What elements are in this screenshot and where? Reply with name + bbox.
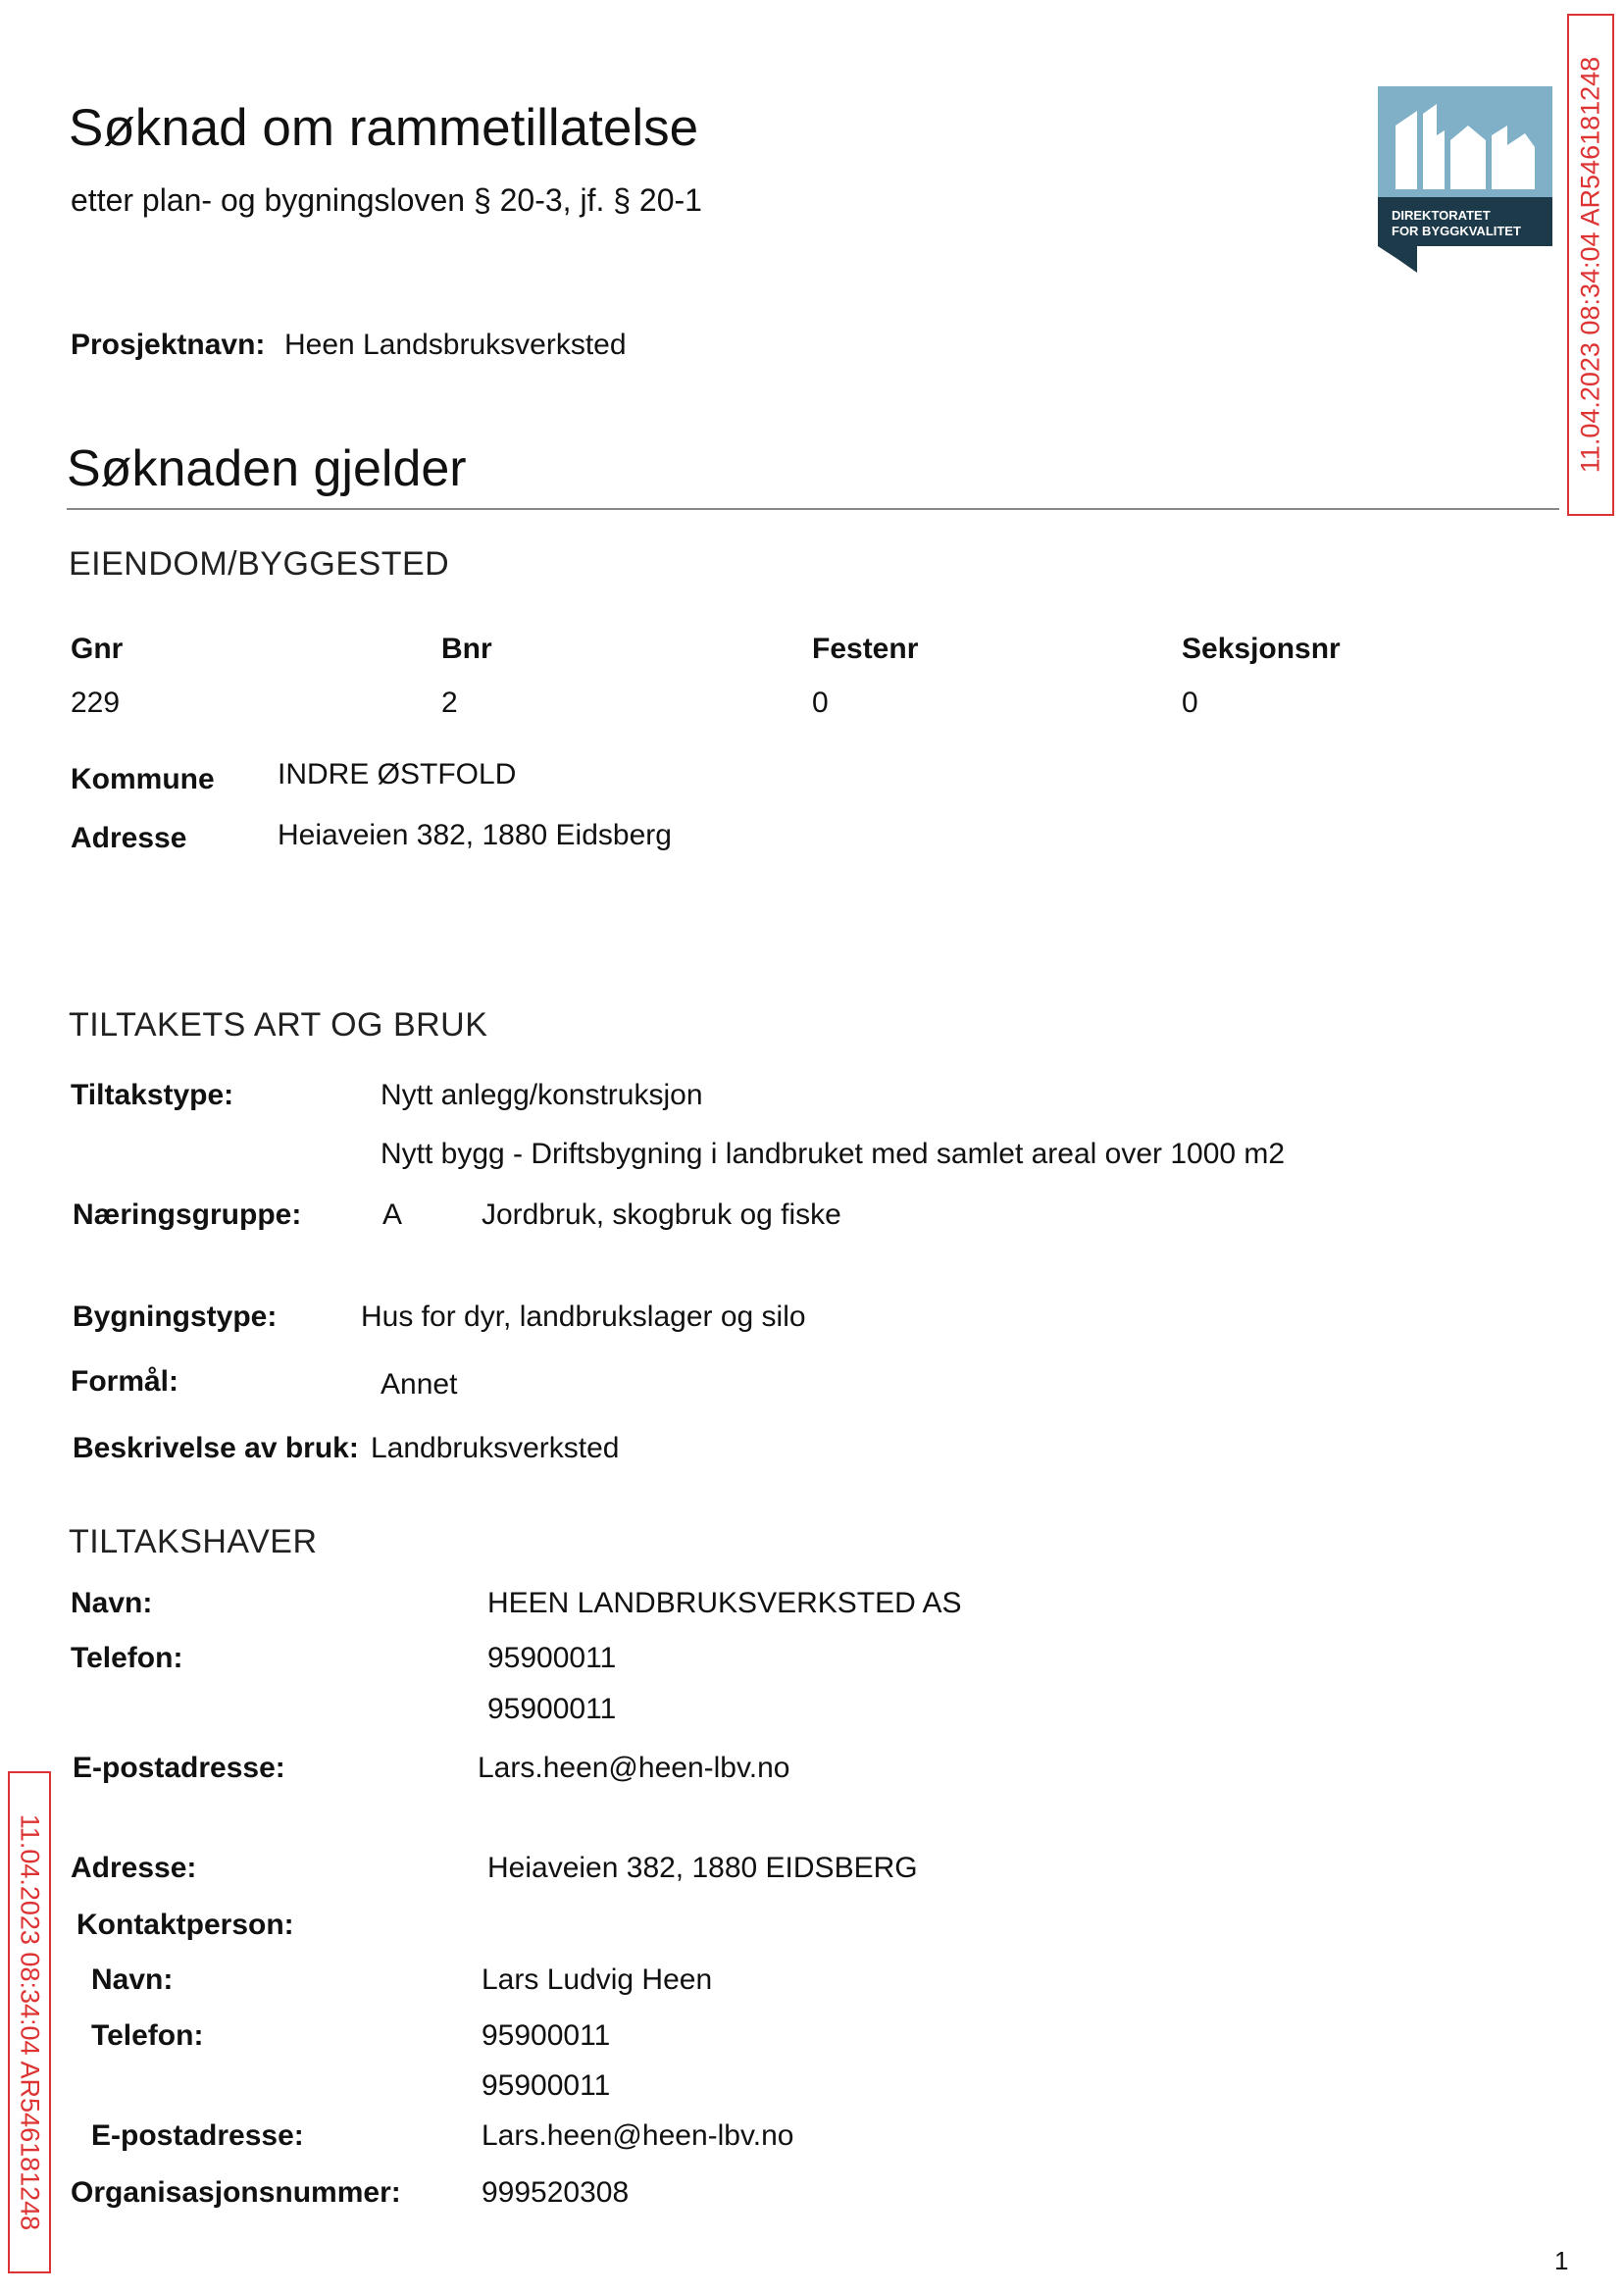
- receipt-stamp-top: [1567, 14, 1614, 516]
- adresse-value: Heiaveien 382, 1880 Eidsberg: [278, 819, 672, 851]
- tiltakstype-label: Tiltakstype:: [71, 1079, 234, 1111]
- organisasjonsnummer-value: 999520308: [482, 2176, 630, 2209]
- kontakt-telefon-1: 95900011: [482, 2019, 611, 2052]
- kontakt-epost-label: E-postadresse:: [91, 2119, 304, 2152]
- kontakt-epost-value: Lars.heen@heen-lbv.no: [482, 2119, 794, 2152]
- seksjonsnr-value: 0: [1182, 687, 1198, 719]
- project-label: Prosjektnavn:: [71, 329, 266, 361]
- gnr-label: Gnr: [71, 633, 124, 665]
- section-title: Søknaden gjelder: [67, 440, 467, 497]
- bygningstype-label: Bygningstype:: [73, 1300, 278, 1333]
- tiltakshaver-telefon-label: Telefon:: [71, 1642, 183, 1674]
- logo-text-line2: FOR BYGGKVALITET: [1392, 224, 1521, 238]
- kontakt-telefon-label: Telefon:: [91, 2019, 204, 2052]
- tiltakshaver-epost-label: E-postadresse:: [73, 1752, 285, 1784]
- naeringsgruppe-label: Næringsgruppe:: [73, 1198, 302, 1231]
- organisasjonsnummer-label: Organisasjonsnummer:: [71, 2176, 401, 2209]
- tiltakstype-value-1: Nytt anlegg/konstruksjon: [381, 1079, 703, 1111]
- property-heading: EIENDOM/BYGGESTED: [69, 545, 450, 583]
- seksjonsnr-label: Seksjonsnr: [1182, 633, 1341, 665]
- naeringsgruppe-code: A: [382, 1198, 403, 1231]
- page-number: 1: [1554, 2246, 1569, 2275]
- stamp-text: 11.04.2023 08:34:04 AR546181248: [15, 1813, 45, 2231]
- tiltakshaver-adresse-label: Adresse:: [71, 1852, 197, 1884]
- document-subtitle: etter plan- og bygningsloven § 20-3, jf. § 20-1: [71, 182, 702, 218]
- bnr-label: Bnr: [441, 633, 492, 665]
- kontakt-navn-value: Lars Ludvig Heen: [482, 1963, 713, 1996]
- gnr-value: 229: [71, 687, 121, 719]
- beskrivelse-label: Beskrivelse av bruk:: [73, 1432, 359, 1464]
- beskrivelse-value: Landbruksverksted: [371, 1432, 620, 1464]
- document-title: Søknad om rammetillatelse: [69, 99, 699, 157]
- festenr-label: Festenr: [812, 633, 919, 665]
- tiltakshaver-navn-label: Navn:: [71, 1587, 153, 1619]
- logo-text-line1: DIREKTORATET: [1392, 208, 1491, 223]
- kontaktperson-label: Kontaktperson:: [76, 1909, 294, 1941]
- adresse-label: Adresse: [71, 822, 187, 854]
- kontakt-telefon-2: 95900011: [482, 2069, 611, 2102]
- tiltakshaver-telefon-2: 95900011: [487, 1693, 617, 1725]
- kommune-label: Kommune: [71, 763, 215, 795]
- tiltakshaver-epost-value: Lars.heen@heen-lbv.no: [478, 1752, 790, 1784]
- project-value: Heen Landsbruksverksted: [284, 329, 627, 361]
- kontakt-navn-label: Navn:: [91, 1963, 174, 1996]
- dibk-logo: [1378, 86, 1552, 273]
- festenr-value: 0: [812, 687, 829, 719]
- formaal-value: Annet: [381, 1368, 458, 1401]
- bnr-value: 2: [441, 687, 458, 719]
- stamp-text: 11.04.2023 08:34:04 AR546181248: [1575, 56, 1605, 474]
- formaal-label: Formål:: [71, 1365, 179, 1398]
- tiltakshaver-navn-value: HEEN LANDBRUKSVERKSTED AS: [487, 1587, 962, 1619]
- section-divider: [67, 508, 1559, 510]
- tiltak-heading: TILTAKETS ART OG BRUK: [69, 1006, 488, 1044]
- bygningstype-value: Hus for dyr, landbrukslager og silo: [361, 1300, 806, 1333]
- naeringsgruppe-value: Jordbruk, skogbruk og fiske: [482, 1198, 841, 1231]
- kommune-value: INDRE ØSTFOLD: [278, 758, 517, 790]
- tiltakshaver-adresse-value: Heiaveien 382, 1880 EIDSBERG: [487, 1852, 918, 1884]
- tiltakshaver-heading: TILTAKSHAVER: [69, 1523, 318, 1560]
- tiltakshaver-telefon-1: 95900011: [487, 1642, 617, 1674]
- tiltakstype-value-2: Nytt bygg - Driftsbygning i landbruket med samlet areal over 1000 m2: [381, 1138, 1286, 1170]
- receipt-stamp-left: [8, 1771, 51, 2273]
